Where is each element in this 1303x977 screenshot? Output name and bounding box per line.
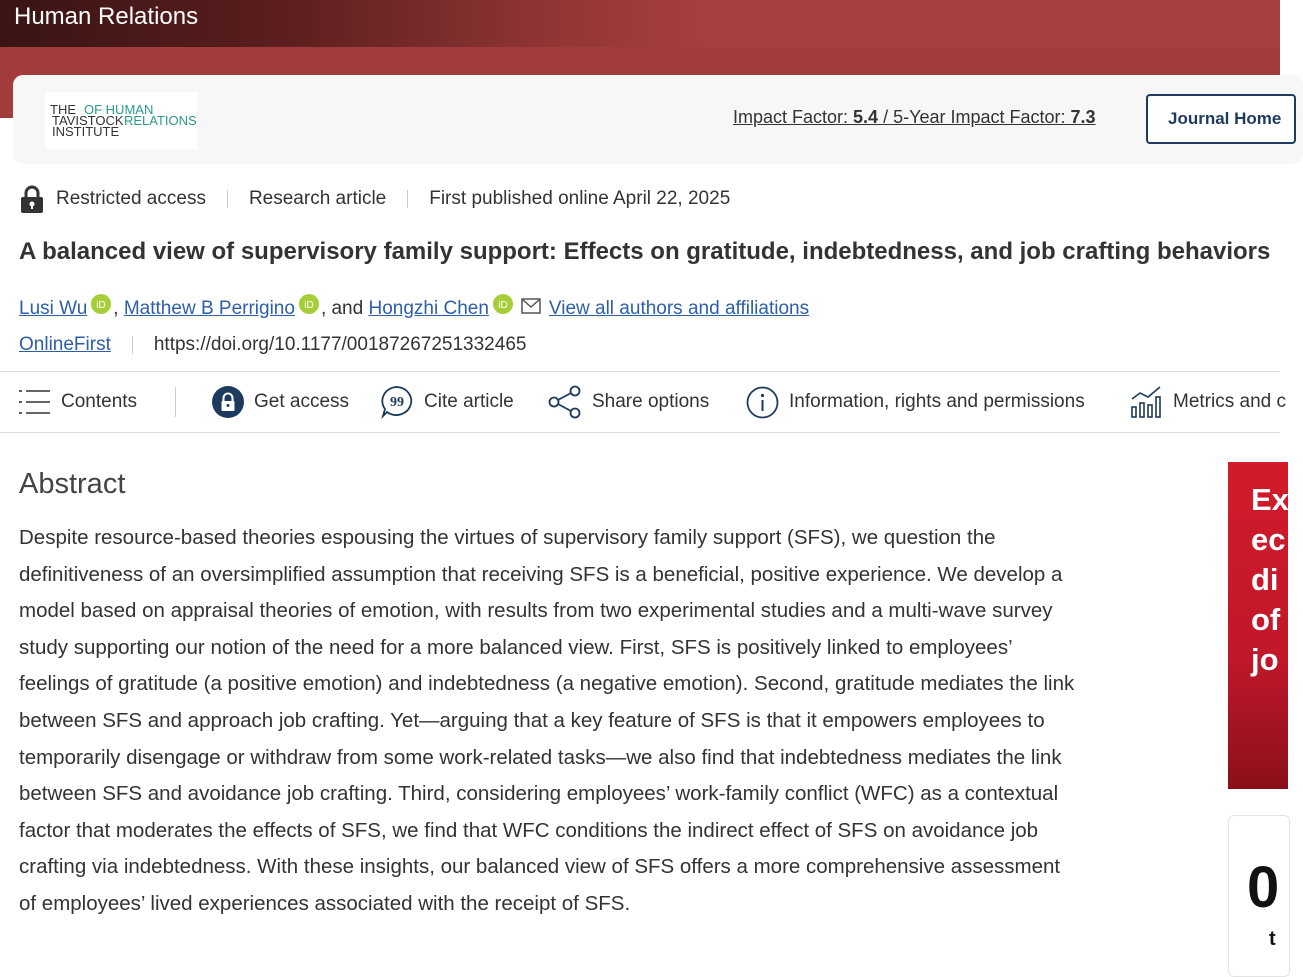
info-icon [746,386,779,419]
impact-value: 5.4 [853,107,879,127]
abstract-body: Despite resource-based theories espousing the virtues of supervisory family support (SFS), we question the definitiveness of an oversimplified assumption that receiving SFS is a beneficial, positive experience. We develop a model based on appraisal theories of emotion, with results from two experimental studies and a multi-wave survey study supporting our notion of the need for a more balanced view. First, SFS is positively linked to employees’ feelings of gratitude (a positive emotion) and indebtedness (a negative emotion). Second, gratitude mediates the link between SFS and approach job crafting. Yet—arguing that a key feature of SFS is that it empowers employees to temporarily disengage or withdraw from some work-related tasks—we also find that indebtedness mediates the link between SFS and avoidance job crafting. Third, considering employees’ work-family conflict (WFC) as a contextual factor that moderates the effects of SFS, we find that WFC conditions the indirect effect of SFS on avoidance job crafting via indebtedness. With these insights, our balanced view of SFS offers a more comprehensive assessment of employees’ lived experiences associated with the receipt of SFS. [19,526,1075,915]
tavistock-logo[interactable] [45,92,197,149]
abstract-heading: Abstract [19,468,126,500]
logo-text-tavistock: TAVISTOCK [52,113,124,128]
orcid-icon[interactable] [493,294,513,314]
article-title: A balanced view of supervisory family support: Effects on gratitude, indebtedness, and job crafting behaviors [19,238,1271,265]
author-separator: , and [320,298,364,319]
author-separator: , [113,298,119,319]
lock-circle-icon [212,386,244,418]
toolbar-divider [175,387,176,417]
ad-small-text: t [1269,928,1276,950]
information-label: Information, rights and permissions [789,391,1085,412]
logo-text-of-human: OF HUMAN [84,102,154,117]
metrics-button[interactable] [1130,372,1286,432]
logo-graphic [45,92,197,149]
article-meta-row [20,183,730,215]
ad-text-line: di [1251,562,1279,597]
article-toolbar [0,371,1286,433]
cite-article-button[interactable] [380,372,514,432]
author-list [19,294,809,324]
logo-text-institute: INSTITUTE [52,124,120,139]
orcid-icon[interactable] [299,294,319,314]
meta-divider [407,190,408,208]
meta-divider [227,190,228,208]
impact-factor-link[interactable] [733,107,1096,128]
lock-icon [20,185,44,213]
orcid-icon[interactable] [91,294,111,314]
ad-text-line: jo [1251,642,1279,677]
metrics-chart-icon [1130,385,1163,419]
get-access-button[interactable] [212,372,349,432]
mail-icon[interactable] [521,298,541,314]
view-all-authors-link[interactable]: View all authors and affiliations [548,298,810,319]
svg-text:99: 99 [390,395,404,410]
access-status: Restricted access [56,188,206,209]
doi-text[interactable]: https://doi.org/10.1177/00187267251332465 [153,334,527,355]
five-year-label: 5-Year Impact Factor: [893,107,1066,127]
author-link[interactable]: Hongzhi Chen [368,298,489,319]
doi-row [19,334,526,356]
share-options-button[interactable] [548,372,709,432]
article-type: Research article [248,188,387,209]
journal-header-card [13,75,1303,164]
information-button[interactable] [746,372,1085,432]
menu-icon [19,389,51,415]
meta-divider [132,336,133,354]
journal-name[interactable]: Human Relations [14,3,199,30]
contents-button[interactable] [19,372,137,432]
logo-text-the: THE [50,102,76,117]
quote-bubble-icon [380,385,414,419]
metrics-label: Metrics and c [1173,391,1286,412]
published-date: First published online April 22, 2025 [429,188,731,209]
contents-label: Contents [61,391,138,412]
journal-home-button[interactable]: Journal Home [1146,94,1296,144]
share-icon [548,385,582,419]
author-link[interactable]: Lusi Wu [19,298,88,319]
impact-separator: / [883,107,889,127]
advertisement-banner-white[interactable] [1228,815,1290,977]
ad-text-line: ec [1251,522,1286,557]
share-label: Share options [592,391,710,412]
logo-text-relations: RELATIONS [124,113,197,128]
get-access-label: Get access [254,391,350,412]
cite-label: Cite article [424,391,514,412]
advertisement-banner-red[interactable] [1228,462,1288,789]
impact-label: Impact Factor: [733,107,849,127]
online-first-link[interactable]: OnlineFirst [19,334,111,355]
svg-text:iD: iD [96,300,107,311]
ad-text-line: of [1251,602,1281,637]
author-link[interactable]: Matthew B Perrigino [123,298,295,319]
svg-text:iD: iD [304,300,314,311]
ad-text-line: Ex [1251,482,1289,517]
svg-text:iD: iD [498,300,508,311]
ad-big-text: 0 [1247,855,1280,920]
five-year-value: 7.3 [1070,107,1096,127]
